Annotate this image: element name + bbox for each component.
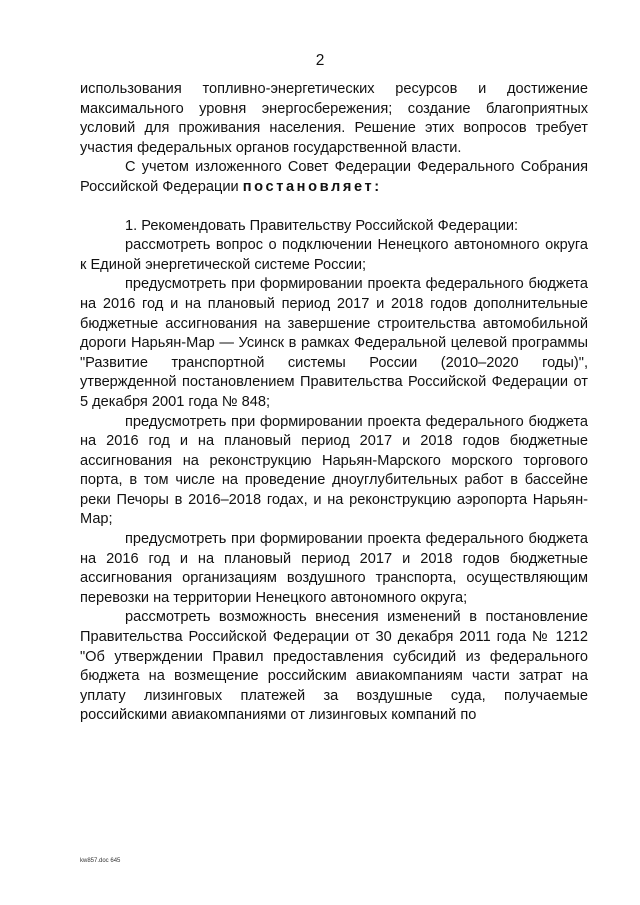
recommendation-road-funding: предусмотреть при формировании проекта федерального бюджета на 2016 год и на плановый период 2017 и 2018 годов дополнительные бюджетные ассигнования на завершение строительства автомобильной дороги Нарьян-Мар — Усинск в рамках Федеральной целевой программы "Развитие транспортной системы России (2010–2020 годы)", утвержденной постановлением Правительства Российской Федерации от 5 декабря 2001 года № 848; bbox=[80, 276, 588, 410]
item-1-heading: 1. Рекомендовать Правительству Российской Федерации: bbox=[125, 217, 519, 234]
recommendation-energy-system: рассмотреть вопрос о подключении Ненецкого автономного округа к Единой энергетической системе России; bbox=[80, 237, 588, 273]
resolution-emphasis: постановляет: bbox=[242, 178, 382, 195]
document-body bbox=[80, 80, 588, 726]
footer-document-code: kw857.doc 645 bbox=[80, 858, 121, 864]
resolution-paragraph bbox=[80, 158, 588, 197]
recommendation-leasing-subsidies: рассмотреть возможность внесения изменений в постановление Правительства Российской Федерации от 30 декабря 2011 года № 1212 "Об утверждении Правил предоставления субсидий из федерального бюджета на возмещение российским авиакомпаниям части затрат на уплату лизинговых платежей за воздушные суда, получаемые российскими авиакомпаниями от лизинговых компаний по bbox=[80, 609, 588, 724]
page-number: 2 bbox=[315, 52, 325, 69]
recommendation-air-transport: предусмотреть при формировании проекта федерального бюджета на 2016 год и на плановый период 2017 и 2018 годов бюджетные ассигнования организациям воздушного транспорта, осуществляющим перевозки на территории Ненецкого автономного округа; bbox=[80, 531, 588, 606]
resolution-text: С учетом изложенного Совет Федерации Федерального Собрания Российской Федерации bbox=[80, 159, 588, 195]
recommendation-port-airport: предусмотреть при формировании проекта федерального бюджета на 2016 год и на плановый период 2017 и 2018 годов бюджетные ассигнования на реконструкцию Нарьян-Марского морского торгового порта, в том числе на проведение дноуглубительных работ в бассейне реки Печоры в 2016–2018 годах, и на реконструкцию аэропорта Нарьян-Мар; bbox=[80, 413, 588, 528]
paragraph-continuation: использования топливно-энергетических ресурсов и достижение максимального уровня энергосбережения; создание благоприятных условий для проживания населения. Решение этих вопросов требует участия федеральных органов государственной власти. bbox=[80, 81, 588, 156]
